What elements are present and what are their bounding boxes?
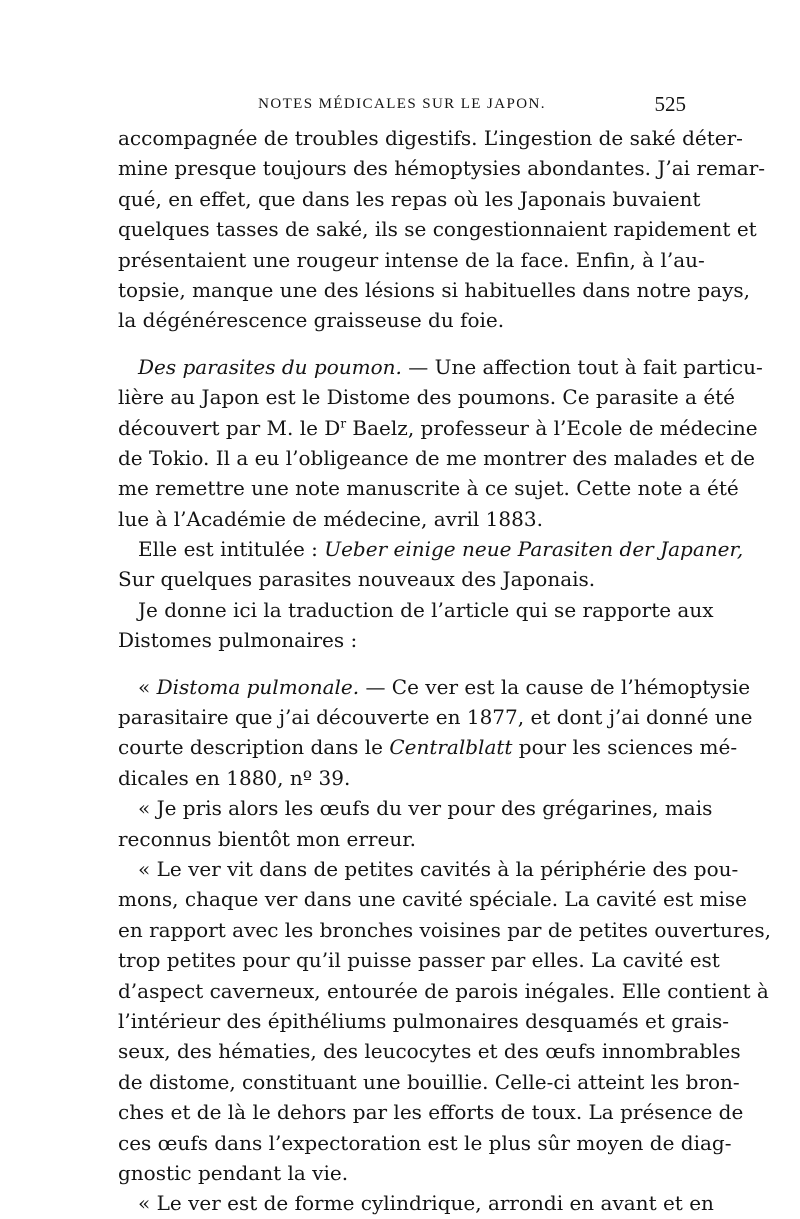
text-line: « Le ver est de forme cylindrique, arrondi en avant et en xyxy=(138,1191,714,1216)
paragraph-gap xyxy=(118,656,686,672)
text-line: qué, en effet, que dans les repas où les Japonais buvaient xyxy=(118,186,701,211)
text-line: la dégénérescence graisseuse du foie. xyxy=(118,308,505,333)
text-line: « Le ver vit dans de petites cavités à la périphérie des pou- xyxy=(138,856,739,881)
text-line: trop petites pour qu’il puisse passer par elles. La cavité est xyxy=(118,948,720,973)
text-line: Je donne ici la traduction de l’article qui se rapporte aux xyxy=(138,597,714,622)
text-line: ces œufs dans l’expectoration est le plus sûr moyen de diag- xyxy=(118,1130,732,1155)
text-line: présentaient une rougeur intense de la face. Enfin, à l’au- xyxy=(118,247,705,272)
line-text: — Une affection tout à fait particu- xyxy=(401,354,763,379)
text-line: accompagnée de troubles digestifs. L’ingestion de saké déter- xyxy=(118,126,743,150)
text-line xyxy=(118,534,744,564)
line-text: Baelz, professeur à l’Ecole de médecine xyxy=(346,415,758,440)
section-heading-line xyxy=(118,352,763,382)
line-text: courte description dans le xyxy=(118,735,390,760)
line-text: — Ce ver est la cause de l’hémoptysie xyxy=(359,674,751,699)
text-line: me remettre une note manuscrite à ce sujet. Cette note a été xyxy=(118,476,739,501)
page-number: 525 xyxy=(654,92,686,116)
text-line: Distomes pulmonaires : xyxy=(118,628,358,653)
line-text: pour les sciences mé- xyxy=(512,735,738,760)
body-text xyxy=(118,123,771,1219)
text-line: l’intérieur des épithéliums pulmonaires desquamés et grais- xyxy=(118,1008,729,1033)
text-line: gnostic pendant la vie. xyxy=(118,1160,349,1185)
text-line: ches et de là le dehors par les efforts de toux. La présence de xyxy=(118,1100,744,1125)
text-line: seux, des hématies, des leucocytes et des œufs innombrables xyxy=(118,1039,741,1064)
species-name: Distoma pulmonale. xyxy=(156,674,360,699)
line-text: « xyxy=(138,674,157,699)
text-line: lue à l’Académie de médecine, avril 1883. xyxy=(118,506,543,531)
text-line xyxy=(118,672,751,702)
running-head xyxy=(118,92,686,116)
text-line: Sur quelques parasites nouveaux des Japonais. xyxy=(118,567,596,592)
text-line: d’aspect caverneux, entourée de parois inégales. Elle contient à xyxy=(118,978,769,1003)
text-line xyxy=(118,732,738,762)
running-title: NOTES MÉDICALES SUR LE JAPON. xyxy=(258,96,546,112)
text-line: mine presque toujours des hémoptysies abondantes. J’ai remar- xyxy=(118,156,766,181)
text-line: lière au Japon est le Distome des poumons. Ce parasite a été xyxy=(118,385,736,410)
text-line: en rapport avec les bronches voisines par de petites ouvertures, xyxy=(118,917,771,942)
text-line: mons, chaque ver dans une cavité spéciale. La cavité est mise xyxy=(118,887,747,912)
text-line xyxy=(118,413,758,443)
text-line: « Je pris alors les œufs du ver pour des grégarines, mais xyxy=(138,796,713,821)
text-line: dicales en 1880, nº 39. xyxy=(118,765,351,790)
line-text: Elle est intitulée : xyxy=(138,537,325,562)
article-title: Ueber einige neue Parasiten der Japaner, xyxy=(324,537,744,562)
journal-title: Centralblatt xyxy=(389,735,513,760)
text-line: parasitaire que j’ai découverte en 1877, et dont j’ai donné une xyxy=(118,705,753,730)
text-line: reconnus bientôt mon erreur. xyxy=(118,826,416,851)
text-line: de distome, constituant une bouillie. Celle-ci atteint les bron- xyxy=(118,1069,740,1094)
text-line: de Tokio. Il a eu l’obligeance de me montrer des malades et de xyxy=(118,445,755,470)
line-text: découvert par M. le D xyxy=(118,415,341,440)
section-title: Des parasites du poumon. xyxy=(138,354,402,379)
paragraph-gap xyxy=(118,336,686,352)
text-line: topsie, manque une des lésions si habituelles dans notre pays, xyxy=(118,277,751,302)
superscript: r xyxy=(340,415,347,430)
text-line: quelques tasses de saké, ils se congestionnaient rapidement et xyxy=(118,217,757,242)
